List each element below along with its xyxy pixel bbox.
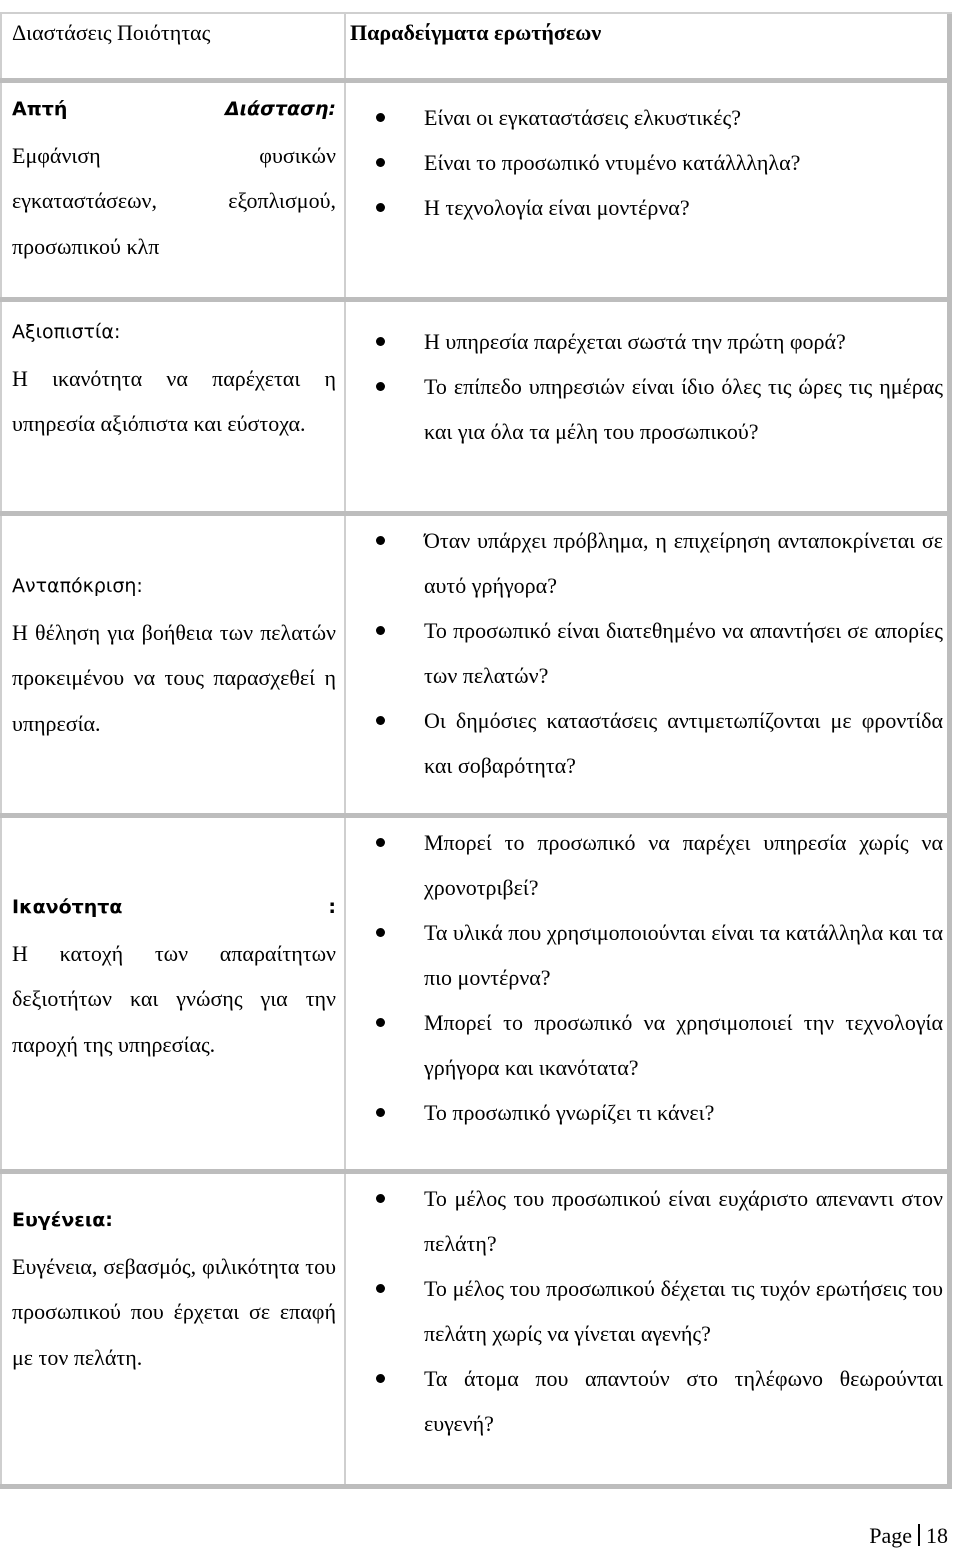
list-item: Τα υλικά που χρησιμοποιούνται είναι τα κατάλληλα και τα πιο μοντέρνα? bbox=[372, 910, 943, 1000]
dimension-term: Ικανότητα bbox=[12, 896, 123, 918]
questions-list bbox=[372, 518, 943, 788]
table-row bbox=[0, 516, 952, 818]
table-row bbox=[0, 302, 952, 516]
dimension-cell bbox=[0, 516, 346, 813]
dimension-description: Η θέληση για βοήθεια των πελατών προκειμένου να τους παρασχεθεί η υπηρεσία. bbox=[12, 619, 336, 736]
list-item: Μπορεί το προσωπικό να παρέχει υπηρεσία χωρίς να χρονοτριβεί? bbox=[372, 820, 943, 910]
table-row bbox=[0, 818, 952, 1174]
questions-cell bbox=[346, 818, 952, 1169]
questions-cell bbox=[346, 302, 952, 511]
list-item: Το επίπεδο υπηρεσιών είναι ίδιο όλες τις ώρες τις ημέρας και για όλα τα μέλη του προσωπικού? bbox=[372, 364, 943, 454]
dimension-description-line: προσωπικού κλπ bbox=[12, 233, 160, 259]
dimension-description-line: εγκαταστάσεων, εξοπλισμού, bbox=[12, 188, 336, 213]
dimension-cell bbox=[0, 83, 346, 297]
questions-cell bbox=[346, 516, 952, 813]
list-item: Όταν υπάρχει πρόβλημα, η επιχείρηση ανταποκρίνεται σε αυτό γρήγορα? bbox=[372, 518, 943, 608]
dimension-term-suffix: : bbox=[328, 896, 336, 918]
list-item: Το μέλος του προσωπικού είναι ευχάριστο απεναντι στον πελάτη? bbox=[372, 1176, 943, 1266]
dimension-description: Η κατοχή των απαραίτητων δεξιοτήτων και γνώσης για την παροχή της υπηρεσίας. bbox=[12, 940, 336, 1057]
list-item: Μπορεί το προσωπικό να χρησιμοποιεί την τεχνολογία γρήγορα και ικανότατα? bbox=[372, 1000, 943, 1090]
dimension-term: Ευγένεια: bbox=[12, 1209, 113, 1231]
dimension-description: Η ικανότητα να παρέχεται η υπηρεσία αξιόπιστα και εύστοχα. bbox=[12, 365, 336, 436]
questions-list bbox=[372, 1176, 943, 1446]
quality-dimensions-table bbox=[0, 12, 952, 1489]
page-separator bbox=[918, 1524, 920, 1546]
table-row bbox=[0, 1174, 952, 1489]
dimension-cell bbox=[0, 818, 346, 1169]
dimension-cell bbox=[0, 302, 346, 511]
list-item: Οι δημόσιες καταστάσεις αντιμετωπίζονται με φροντίδα και σοβαρότητα? bbox=[372, 698, 943, 788]
page-number: 18 bbox=[926, 1523, 948, 1548]
header-dimensions: Διαστάσεις Ποιότητας bbox=[0, 14, 346, 78]
dimension-description: Ευγένεια, σεβασμός, φιλικότητα του προσωπικού που έρχεται σε επαφή με τον πελάτη. bbox=[12, 1253, 336, 1370]
list-item: Το προσωπικό είναι διατεθημένο να απαντήσει σε απορίες των πελατών? bbox=[372, 608, 943, 698]
header-example-questions: Παραδείγματα ερωτήσεων bbox=[346, 14, 952, 78]
dimension-term: Αξιοπιστία: bbox=[12, 321, 121, 343]
list-item: Το προσωπικό γνωρίζει τι κάνει? bbox=[372, 1090, 943, 1135]
page-footer bbox=[869, 1523, 948, 1549]
list-item: Το μέλος του προσωπικού δέχεται τις τυχόν ερωτήσεις του πελάτη χωρίς να γίνεται αγενής? bbox=[372, 1266, 943, 1356]
questions-cell bbox=[346, 1174, 952, 1484]
list-item: Είναι το προσωπικό ντυμένο κατάλλληλα? bbox=[372, 140, 943, 185]
questions-cell bbox=[346, 83, 952, 297]
page-label: Page bbox=[869, 1523, 912, 1548]
table-row bbox=[0, 83, 952, 302]
list-item: Είναι οι εγκαταστάσεις ελκυστικές? bbox=[372, 95, 943, 140]
table-header-row bbox=[0, 12, 952, 83]
dimension-description-line: Εμφάνιση φυσικών bbox=[12, 142, 336, 168]
questions-list bbox=[372, 319, 943, 454]
list-item: Η υπηρεσία παρέχεται σωστά την πρώτη φορά? bbox=[372, 319, 943, 364]
questions-list bbox=[372, 95, 943, 230]
list-item: Τα άτομα που απαντούν στο τηλέφωνο θεωρούνται ευγενή? bbox=[372, 1356, 943, 1446]
dimension-term: Ανταπόκριση: bbox=[12, 575, 143, 597]
questions-list bbox=[372, 820, 943, 1135]
dimension-cell bbox=[0, 1174, 346, 1484]
dimension-term-suffix: Διάσταση: bbox=[224, 98, 336, 120]
list-item: Η τεχνολογία είναι μοντέρνα? bbox=[372, 185, 943, 230]
dimension-term: Απτή bbox=[12, 98, 68, 120]
